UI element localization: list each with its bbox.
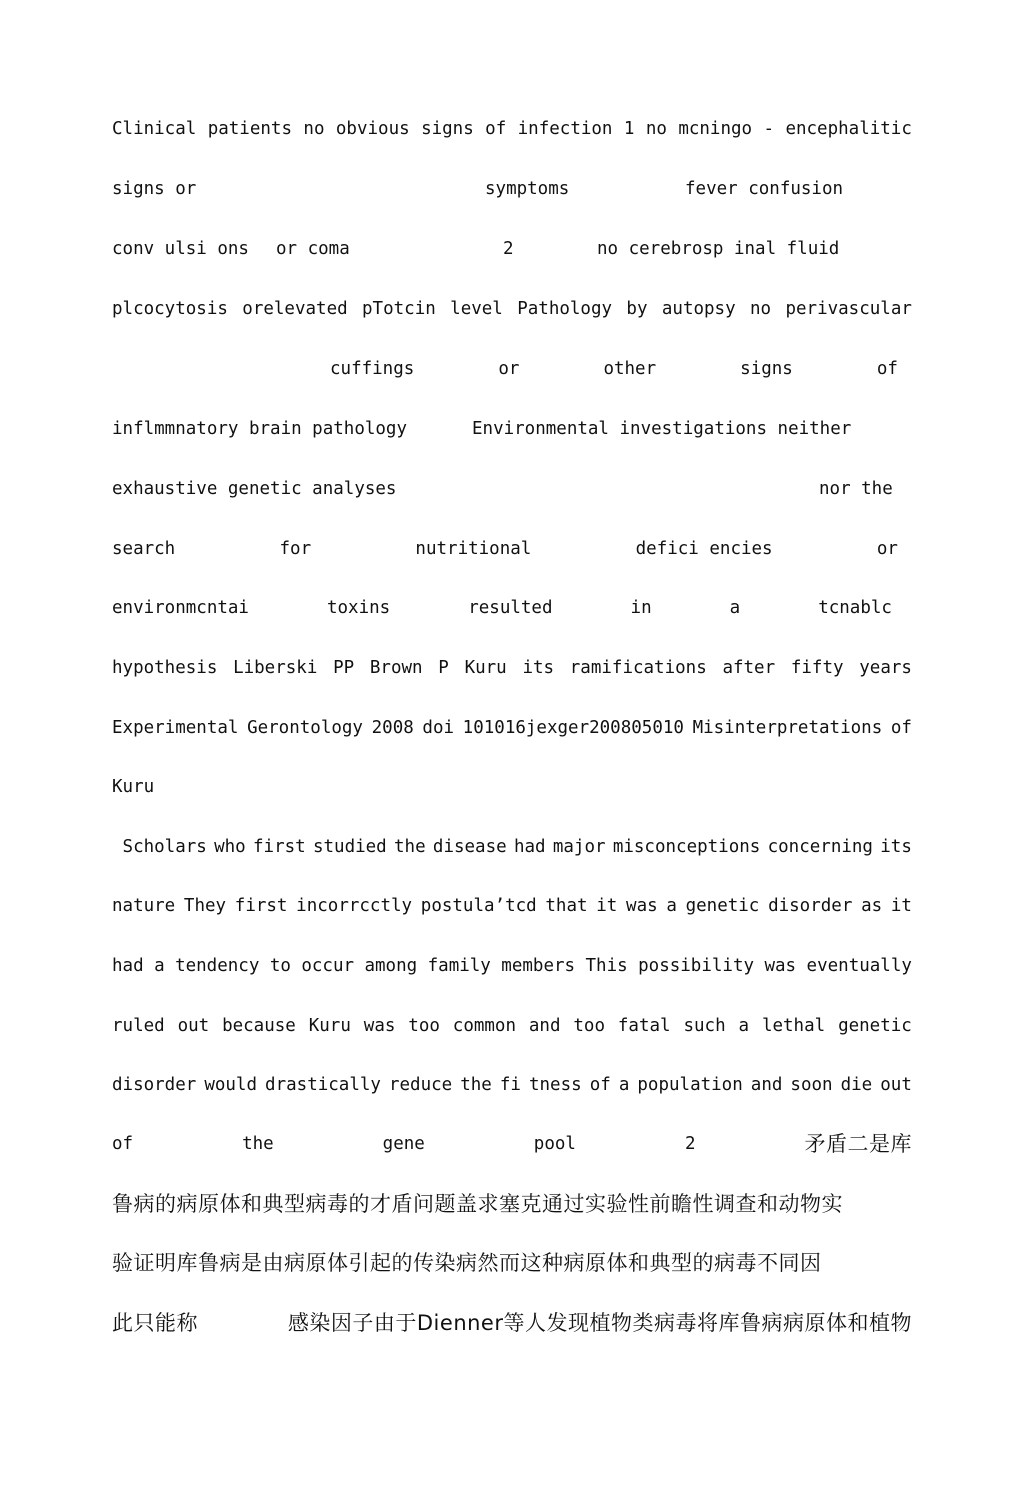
word: pTotcin [362,299,436,319]
word: signs [421,119,474,139]
word: Gerontology [247,718,363,738]
word: This [585,956,628,976]
word: misconceptions [612,837,761,857]
text-line [112,653,912,683]
word: by [626,299,648,319]
word: search [112,539,176,559]
text-line [112,1308,912,1338]
word: years [859,658,912,678]
word: of [589,1075,611,1095]
word: Experimental [112,718,239,738]
word: and [528,1016,561,1036]
word: first [234,896,288,916]
word: population [637,1075,743,1095]
word: genetic [685,896,760,916]
word: a [154,956,165,976]
word: toxins [326,598,391,618]
word: Kuru [112,777,155,797]
word: a [618,1075,630,1095]
word: nor the [819,479,893,499]
word: too [408,1016,440,1036]
word: among [364,956,418,976]
word: because [222,1016,296,1036]
word: no [645,119,667,139]
word: out [177,1016,210,1036]
text-line [112,234,912,264]
word: 验证明库鲁病是由病原体引起的传染病然而这种病原体和典型的病毒不同因 [112,1251,822,1275]
text-line [112,772,912,802]
word: genetic [838,1016,912,1036]
word: drastically [265,1075,381,1095]
word: patients [207,119,292,139]
word: other [603,359,657,379]
word: infection [517,119,613,139]
text-line [112,294,912,324]
text-line [112,593,892,623]
word: concerning [767,837,873,857]
text-line [112,713,912,743]
word: fever confusion [685,179,844,199]
word: signs [740,359,793,379]
word: Brown [369,658,423,678]
word: studied [312,837,387,857]
word: environmcntai [112,598,249,618]
text-line [112,534,898,564]
word: major [552,837,606,857]
word: family [427,956,491,976]
word: 感染因子由于Dienner等人发现植物类病毒将库鲁病病原体和植物 [287,1311,912,1335]
word: after [722,658,776,678]
word: gene [382,1134,425,1154]
word: hypothesis [112,658,218,678]
word: and [750,1075,783,1095]
word: 2 [503,239,514,259]
word: too [573,1016,605,1036]
word: nutritional [415,539,532,559]
word: defici encies [635,539,773,559]
word: 2008 [371,718,414,738]
word: soon [790,1075,833,1095]
text-line [112,1248,912,1278]
word: exhaustive genetic analyses [112,479,397,499]
word: of [485,119,507,139]
word: of [876,359,898,379]
word: to [269,956,291,976]
word: signs or [112,179,197,199]
word: no [303,119,325,139]
text-line [330,354,898,384]
word: that [545,896,588,916]
word: nature [112,896,176,916]
word: 101016jexger200805010 [462,718,684,738]
word: a [738,1016,750,1036]
word: as [861,896,883,916]
word: They [183,896,227,916]
word: 矛盾二是库 [804,1132,912,1156]
word: out [880,1075,912,1095]
word: incorrcctly [296,896,413,916]
word: 2 [684,1134,696,1154]
word: fatal [617,1016,671,1036]
word: disorder [768,896,853,916]
text-line [112,1011,912,1041]
word: occur [301,956,355,976]
word: obvious [335,119,410,139]
word: fifty [790,658,844,678]
word: its [880,837,912,857]
word: plcocytosis [112,299,228,319]
word: or [876,539,898,559]
word: eventually [806,956,912,976]
word: members [501,956,576,976]
word: of [112,1134,134,1154]
word: a [729,598,741,618]
word: Kuru [464,658,507,678]
word: no cerebrosp inal fluid [597,239,840,259]
word: it [596,896,618,916]
word: Kuru [308,1016,351,1036]
word: disorder [112,1075,197,1095]
word: for [279,539,312,559]
word: 鲁病的病原体和典型病毒的才盾问题盖求塞克通过实验性前瞻性调查和动物实 [112,1192,843,1216]
word: or [498,359,520,379]
word: would [204,1075,258,1095]
word: fi [499,1075,521,1095]
word: ruled [112,1016,165,1036]
word: encephalitic [785,119,912,139]
word: lethal [761,1016,826,1036]
word: orelevated [242,299,348,319]
word: the [242,1134,274,1154]
word: cuffings [330,359,415,379]
word: pool [533,1134,576,1154]
word: tcnablc [818,598,892,618]
word: doi [422,718,455,738]
word: level [450,299,503,319]
word: 1 [623,119,635,139]
word: inflmmnatory brain pathology [112,419,408,439]
word: tness [528,1075,582,1095]
word: common [452,1016,516,1036]
word: no [750,299,772,319]
word: P [438,658,449,678]
word: had [513,837,546,857]
text-line [112,114,912,144]
word: possibility [638,956,755,976]
word: tendency [175,956,260,976]
word: such [683,1016,726,1036]
word: first [253,837,306,857]
word: conv ulsi ons [112,239,249,259]
word: die [840,1075,873,1095]
word: 此只能称 [112,1311,198,1335]
text-line [112,951,912,981]
text-line [112,1189,912,1219]
word: a [666,896,677,916]
word: disease [432,837,507,857]
word: the [460,1075,492,1095]
word: resulted [468,598,553,618]
word: reduce [388,1075,453,1095]
word: autopsy [661,299,736,319]
word: Clinical [112,119,197,139]
text-line [112,414,912,444]
word: it [890,896,912,916]
word: its [522,658,555,678]
word: was [363,1016,396,1036]
word: of [890,718,912,738]
word: mcningo [678,119,753,139]
word: Liberski [233,658,318,678]
word: was [626,896,658,916]
word: postula’tcd [420,896,537,916]
text-line [112,174,912,204]
word: Pathology [517,299,613,319]
word: PP [333,658,355,678]
word: ramifications [569,658,707,678]
word: Scholars [112,837,207,857]
word: or coma [276,239,350,259]
word: in [630,598,652,618]
text-line [112,832,912,862]
word: the [394,837,426,857]
word: was [764,956,797,976]
text-line [112,1070,912,1100]
word: had [112,956,144,976]
word: Misinterpretations [692,718,883,738]
text-line [112,1129,912,1159]
text-line [112,474,912,504]
word: symptoms [485,179,570,199]
word: Environmental investigations neither [472,419,852,439]
word: who [214,837,246,857]
word: perivascular [785,299,912,319]
text-line [112,891,912,921]
word: - [763,119,775,139]
